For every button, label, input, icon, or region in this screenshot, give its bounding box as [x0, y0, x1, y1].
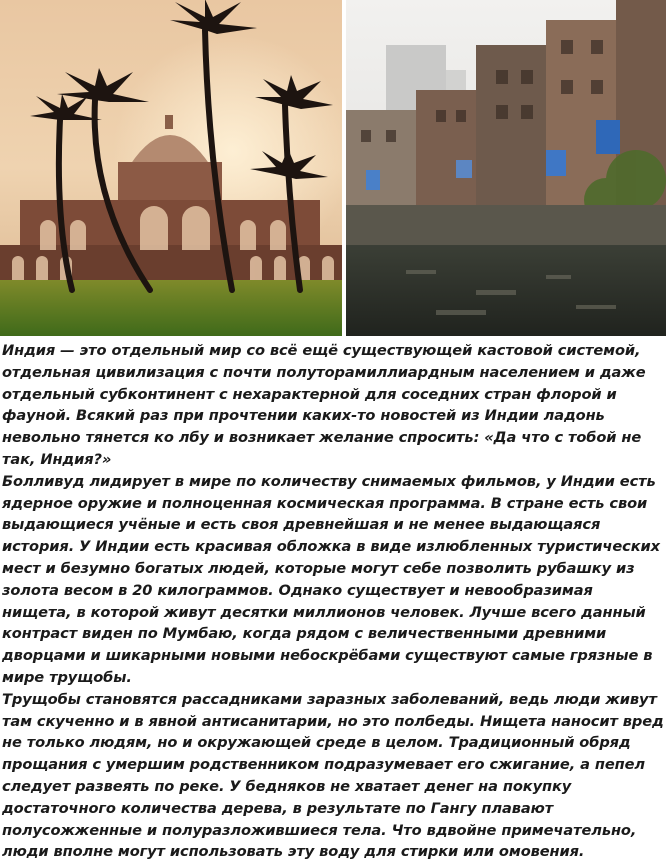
photo-row: [0, 0, 666, 336]
mumbai-slums-photo: [346, 0, 666, 336]
article-paragraph-1: Индия — это отдельный мир со всё ещё существующей кастовой системой, отдельная цивилизация с почти полуторамиллиардным населением и даже отдельный субконтинент с нехарактерной для соседних стран флорой и фауной. Всякий раз при прочтении каких-то новостей из Индии ладонь невольно тянется ко лбу и возникает желание спросить: «Да что с тобой не так, Индия?»: [2, 342, 646, 468]
article-text: [2, 340, 664, 863]
article-paragraph-2: Болливуд лидирует в мире по количеству снимаемых фильмов, у Индии есть ядерное оружие и полноценная космическая программа. В стране есть свои выдающиеся учёные и есть своя древнейшая и не менее выдающаяся история. У Индии есть красивая обложка в виде излюбленных туристических мест и безумно богатых людей, которые могут себе позволить рубашку из золота весом в 20 килограммов. Однако существует и невообразимая нищета, в которой живут десятки миллионов человек. Лучше всего данный контраст виден по Мумбаю, когда рядом с величественными древними дворцами и шикарными новыми небоскрёбами существуют самые грязные в мире трущобы.: [2, 472, 660, 686]
article-paragraph-3: Трущобы становятся рассадниками заразных заболеваний, ведь люди живут там скученно и в явной антисанитарии, но это полбеды. Нищета наносит вред не только людям, но и окружающей среде в целом. Традиционный обряд прощания с умершим родственником подразумевает его сжигание, а пепел следует развеять по реке. У бедняков не хватает денег на покупку достаточного количества дерева, в результате по Гангу плавают полусожженные и полуразложившиеся тела. Что вдвойне примечательно, люди вполне могут использовать эту воду для стирки или омовения.: [2, 690, 664, 861]
humayun-tomb-photo: [0, 0, 342, 336]
